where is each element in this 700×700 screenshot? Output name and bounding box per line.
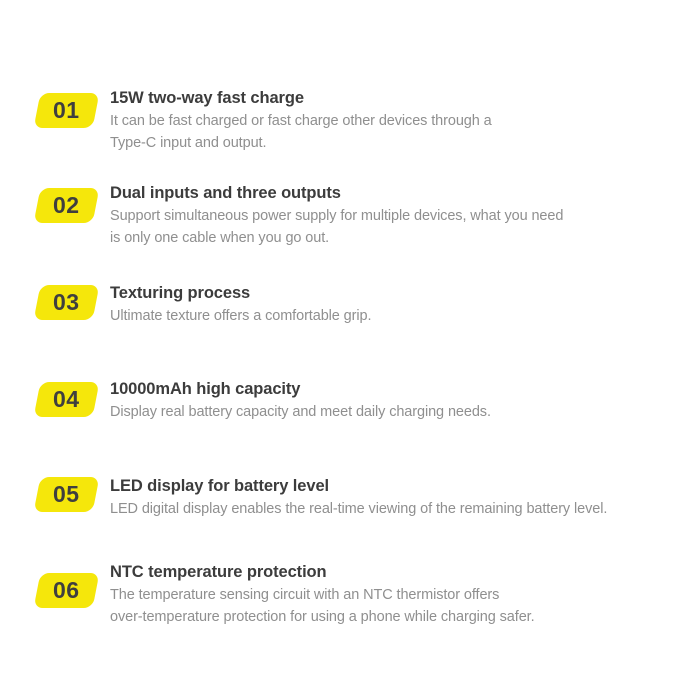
feature-number: 02 <box>53 192 80 218</box>
feature-number-badge <box>34 477 100 512</box>
feature-text-block <box>110 476 685 520</box>
feature-title: NTC temperature protection <box>110 563 327 581</box>
feature-number-badge <box>34 573 100 608</box>
feature-number: 04 <box>53 386 80 412</box>
feature-number-badge <box>34 382 100 417</box>
feature-text-block <box>110 283 685 327</box>
feature-title: Texturing process <box>110 284 251 302</box>
feature-description: Support simultaneous power supply for multiple devices, what you need is only one cable when you go out. <box>110 208 564 246</box>
feature-number: 03 <box>53 289 80 315</box>
feature-number: 05 <box>53 481 80 507</box>
feature-title: 15W two-way fast charge <box>110 89 304 107</box>
feature-description: The temperature sensing circuit with an NTC thermistor offers over-temperature protection for using a phone while charging safer. <box>110 587 535 625</box>
feature-description: It can be fast charged or fast charge other devices through a Type-C input and output. <box>110 113 492 151</box>
feature-description: LED digital display enables the real-time viewing of the remaining battery level. <box>110 501 608 517</box>
feature-text-block <box>110 183 685 249</box>
feature-title: Dual inputs and three outputs <box>110 184 341 202</box>
feature-description: Ultimate texture offers a comfortable grip. <box>110 308 372 324</box>
feature-text-block <box>110 562 685 628</box>
feature-title: 10000mAh high capacity <box>110 380 301 398</box>
feature-title: LED display for battery level <box>110 477 330 495</box>
feature-number-badge <box>34 188 100 223</box>
feature-number: 06 <box>53 577 80 603</box>
feature-description: Display real battery capacity and meet daily charging needs. <box>110 404 491 420</box>
feature-number-badge <box>34 285 100 320</box>
feature-number: 01 <box>53 97 80 123</box>
feature-number-badge <box>34 93 100 128</box>
feature-text-block <box>110 379 685 423</box>
feature-text-block <box>110 88 685 154</box>
